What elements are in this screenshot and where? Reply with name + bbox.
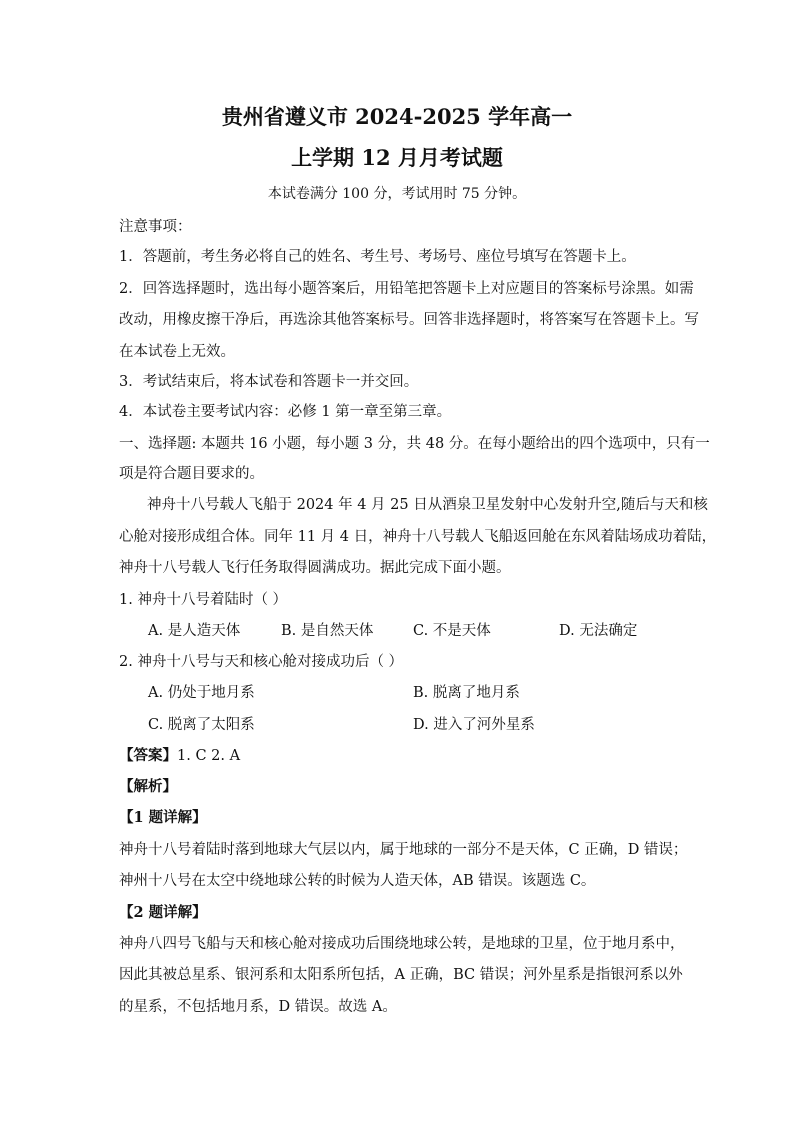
question-1-option-d: D. 无法确定 [559, 623, 638, 639]
answer-text: 1. C 2. A [177, 748, 241, 764]
question-1-option-b: B. 是自然天体 [281, 623, 374, 639]
passage-line: 神舟十八号载人飞行任务取得圆满成功。据此完成下面小题。 [119, 560, 511, 576]
exam-subtitle: 本试卷满分 100 分，考试用时 75 分钟。 [267, 186, 527, 202]
notice-item: 2．回答选择题时，选出每小题答案后，用铅笔把答题卡上对应题目的答案标号涂黑。如需 [119, 281, 694, 297]
question-1-option-c: C. 不是天体 [413, 623, 491, 639]
question-2-option-c: C. 脱离了太阳系 [148, 717, 255, 733]
notice-item: 1．答题前，考生务必将自己的姓名、考生号、考场号、座位号填写在答题卡上。 [119, 249, 636, 265]
detail-2-line: 神舟八四号飞船与天和核心舱对接成功后围绕地球公转，是地球的卫星，位于地月系中， [119, 936, 685, 952]
detail-1-label: 【1 题详解】 [119, 809, 207, 826]
passage-line: 神舟十八号载人飞船于 2024 年 4 月 25 日从酒泉卫星发射中心发射升空,随后与天和核 [147, 497, 708, 513]
detail-1-line: 神舟十八号着陆时落到地球大气层以内，属于地球的一部分不是天体，C 正确，D 错误； [119, 842, 688, 858]
analysis-label: 【解析】 [119, 778, 177, 795]
notice-heading: 注意事项： [119, 219, 192, 235]
notice-item: 在本试卷上无效。 [119, 344, 235, 360]
question-1-stem: 1. 神舟十八号着陆时（ ） [119, 592, 288, 608]
exam-title-line2: 上学期 12 月月考试题 [291, 145, 503, 170]
section-heading: 一、选择题: 本题共 16 小题，每小题 3 分，共 48 分。在每小题给出的四个选项中，只有一 [119, 436, 710, 452]
section-heading: 项是符合题目要求的。 [119, 466, 264, 482]
answer-label: 【答案】 [119, 747, 177, 764]
passage-line: 心舱对接形成组合体。同年 11 月 4 日，神舟十八号载人飞船返回舱在东风着陆场成功着陆， [119, 529, 717, 545]
detail-2-line: 的星系，不包括地月系，D 错误。故选 A。 [119, 999, 397, 1015]
detail-1-line: 神州十八号在太空中绕地球公转的时候为人造天体，AB 错误。该题选 C。 [119, 873, 596, 889]
exam-title-line1: 贵州省遵义市 2024-2025 学年高一 [221, 104, 573, 129]
question-2-stem: 2. 神舟十八号与天和核心舱对接成功后（ ） [119, 654, 404, 670]
question-2-option-d: D. 进入了河外星系 [413, 717, 535, 733]
notice-item: 4．本试卷主要考试内容：必修 1 第一章至第三章。 [119, 404, 452, 420]
detail-2-line: 因此其被总星系、银河系和太阳系所包括，A 正确，BC 错误；河外星系是指银河系以外 [119, 967, 683, 983]
notice-item: 3．考试结束后，将本试卷和答题卡一并交回。 [119, 374, 419, 390]
notice-item: 改动，用橡皮擦干净后，再选涂其他答案标号。回答非选择题时，将答案写在答题卡上。写 [119, 312, 699, 328]
question-2-option-a: A. 仍处于地月系 [148, 685, 255, 701]
detail-2-label: 【2 题详解】 [119, 904, 207, 921]
question-2-option-b: B. 脱离了地月系 [413, 685, 520, 701]
answer-row [119, 745, 240, 767]
question-1-option-a: A. 是人造天体 [148, 623, 241, 639]
